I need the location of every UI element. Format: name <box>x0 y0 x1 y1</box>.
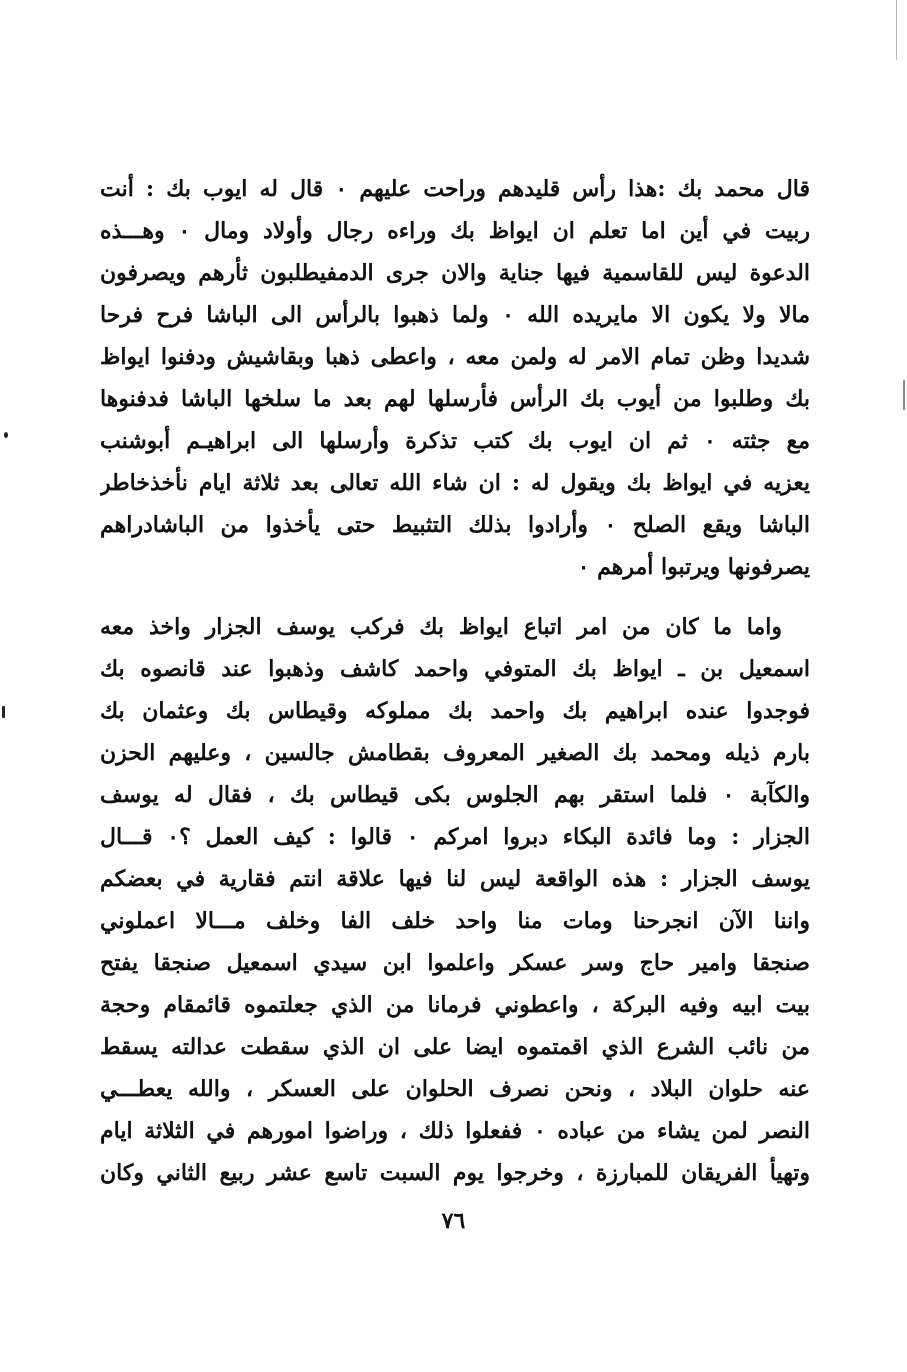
text-line: فوجدوا عنده ابراهيم بك واحمد بك مملوكه وقيطاس بك وعثمان بك <box>100 698 810 724</box>
text-line: بارم ذيله ومحمد بك الصغير المعروف بقطامش جالسين ، وعليهم الحزن <box>100 740 810 766</box>
text-line: ربيت في أين اما تعلم ان ايواظ بك وراءه رجال وأولاد ومال ٠ وهـــذه <box>100 218 810 244</box>
scan-speck <box>4 432 8 438</box>
text-line: بيت ابيه وفيه البركة ، واعطوني فرمانا من الذي جعلتموه قائمقام وحجة <box>100 992 810 1018</box>
text-line: بك وطلبوا من أيوب بك الرأس فأرسلها لهم بعد ما سلخها الباشا فدفنوها <box>100 386 810 412</box>
paragraph-2 <box>100 606 810 1194</box>
text-line: شديدا وظن تمام الامر له ولمن معه ، واعطى ذهبا وبقاشيش ودفنوا ايواظ <box>100 344 810 370</box>
text-line: عنه حلوان البلاد ، ونحن نصرف الحلوان على العسكر ، والله يعطـــي <box>100 1076 810 1102</box>
text-line: والكآبة ٠ فلما استقر بهم الجلوس بكى قيطاس بك ، فقال له يوسف <box>100 782 810 808</box>
scan-edge-mark <box>896 0 897 60</box>
text-line: قال محمد بك :هذا رأس قليدهم وراحت عليهم ٠ قال له ايوب بك : أنت <box>100 176 810 202</box>
page-number: ٧٦ <box>441 1208 466 1234</box>
scan-speck <box>2 706 5 718</box>
text-line: الباشا ويقع الصلح ٠ وأرادوا بذلك التثبيط حتى يأخذوا من الباشادراهم <box>100 512 810 538</box>
scan-edge-mark <box>903 380 905 410</box>
text-line: مع جثته ٠ ثم ان ايوب بك كتب تذكرة وأرسلها الى ابراهيـم أبوشنب <box>100 428 810 454</box>
text-line: من نائب الشرع الذي اقمتموه ايضا على ان الذي سقطت عدالته يسقط <box>100 1034 810 1060</box>
text-line: الجزار : وما فائدة البكاء دبروا امركم ٠ قالوا : كيف العمل ؟٠ قـــال <box>100 824 810 850</box>
text-line: يصرفونها ويرتبوا أمرهم ٠ <box>577 554 810 580</box>
text-line: يوسف الجزار : هذه الواقعة ليس لنا فيها علاقة انتم فقارية في بعضكم <box>100 866 810 892</box>
text-line: الدعوة ليس للقاسمية فيها جناية والان جرى الدمفيطلبون ثأرهم ويصرفون <box>100 260 810 286</box>
text-line: يعزيه في ايواظ بك ويقول له : ان شاء الله تعالى بعد ثلاثة ايام نأخذخاطر <box>100 470 810 496</box>
text-line: مالا ولا يكون الا مايريده الله ٠ ولما ذهبوا بالرأس الى الباشا فرح فرحا <box>100 302 810 328</box>
text-line: واننا الآن انجرحنا ومات منا واحد خلف الفا وخلف مـــالا اعملوني <box>100 908 810 934</box>
text-line: صنجقا وامير حاج وسر عسكر واعلموا ابن سيدي اسمعيل صنجقا يفتح <box>100 950 810 976</box>
text-line: اسمعيل بن ـ ايواظ بك المتوفي واحمد كاشف وذهبوا عند قانصوه بك <box>100 656 810 682</box>
text-line: وتهيأ الفريقان للمبارزة ، وخرجوا يوم السبت تاسع عشر ربيع الثاني وكان <box>100 1160 810 1186</box>
text-line: واما ما كان من امر اتباع ايواظ بك فركب يوسف الجزار واخذ معه <box>100 614 782 640</box>
text-line: النصر لمن يشاء من عباده ٠ ففعلوا ذلك ، وراضوا امورهم في الثلاثة ايام <box>100 1118 810 1144</box>
paragraph-1 <box>100 168 810 588</box>
